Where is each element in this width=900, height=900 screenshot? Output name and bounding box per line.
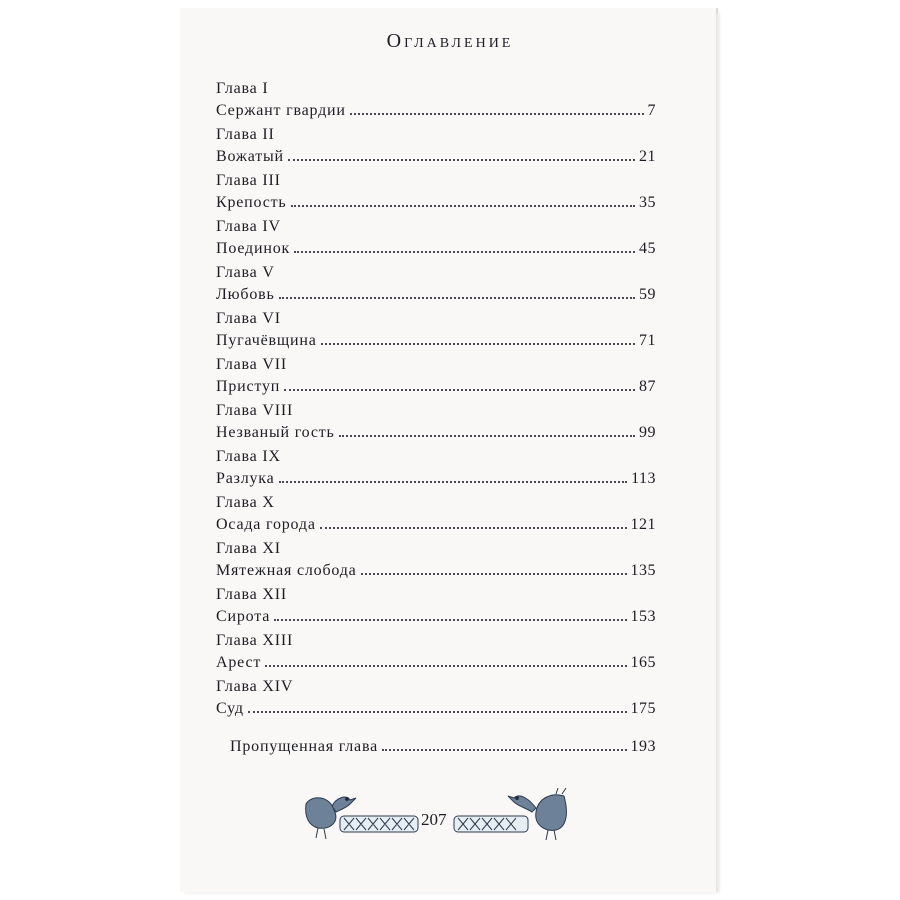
entry-title: Пугачёвщина: [216, 332, 317, 349]
dot-leader: [284, 388, 635, 391]
chapter-label: Глава VII: [216, 356, 287, 373]
entry-row: [216, 102, 656, 120]
entry-row: [216, 194, 656, 212]
chapter-label: Глава IV: [216, 218, 281, 235]
entry-title: Мятежная слобода: [216, 562, 357, 579]
entry-title: Суд: [216, 700, 244, 717]
toc-entry: [216, 632, 656, 678]
page-number: 121: [630, 516, 656, 533]
toc-entry-missing-chapter: [230, 738, 656, 756]
toc-entry: [216, 494, 656, 540]
page-number: 45: [639, 240, 656, 257]
chapter-label: Глава I: [216, 80, 269, 97]
left-bird-ornament-icon: [300, 786, 420, 846]
page-number: 193: [630, 738, 656, 755]
toc-entry: [216, 310, 656, 356]
entry-title: Осада города: [216, 516, 316, 533]
toc-entry: [216, 448, 656, 494]
page-edge: [716, 14, 720, 892]
entry-row: [216, 608, 656, 626]
chapter-label: Глава XIII: [216, 632, 294, 649]
entry-title: Разлука: [216, 470, 275, 487]
chapter-label: Глава II: [216, 126, 275, 143]
dot-leader: [320, 526, 627, 529]
dot-leader: [294, 250, 635, 253]
entry-title: Поединок: [216, 240, 291, 257]
chapter-label: Глава VI: [216, 310, 281, 327]
page-number: 135: [630, 562, 656, 579]
entry-title: Крепость: [216, 194, 287, 211]
chapter-label: Глава XI: [216, 540, 281, 557]
chapter-label: Глава IX: [216, 448, 281, 465]
toc-entry: [216, 586, 656, 632]
entry-row: [216, 148, 656, 166]
dot-leader: [248, 710, 627, 713]
page-number: 99: [639, 424, 656, 441]
toc-entry: [216, 172, 656, 218]
entry-row: [216, 240, 656, 258]
toc-entry: [216, 264, 656, 310]
entry-row: [216, 700, 656, 718]
right-bird-ornament-icon: [452, 786, 572, 846]
entry-title: Сирота: [216, 608, 271, 625]
dot-leader: [274, 618, 626, 621]
toc-entry: [216, 540, 656, 586]
chapter-label: Глава V: [216, 264, 275, 281]
toc-entry: [216, 356, 656, 402]
chapter-label: Глава VIII: [216, 402, 294, 419]
toc-entry: [216, 218, 656, 264]
chapter-label: Глава III: [216, 172, 281, 189]
page-number: 87: [639, 378, 656, 395]
dot-leader: [339, 434, 635, 437]
dot-leader: [350, 112, 644, 115]
dot-leader: [279, 480, 628, 483]
entry-title: Сержант гвардии: [216, 102, 346, 119]
page-number: 21: [639, 148, 656, 165]
chapter-label: Глава X: [216, 494, 275, 511]
entry-row: [216, 286, 656, 304]
page-number: 175: [630, 700, 656, 717]
toc-title: Оглавление: [386, 30, 514, 52]
toc-entry: [216, 80, 656, 126]
entry-row: [216, 332, 656, 350]
entry-row: [216, 470, 656, 488]
entry-title: Приступ: [216, 378, 281, 395]
toc-entry: [216, 126, 656, 172]
entry-row: [216, 516, 656, 534]
entry-row: [216, 562, 656, 580]
dot-leader: [382, 748, 626, 751]
chapter-label: Глава XII: [216, 586, 287, 603]
page-number: 35: [639, 194, 656, 211]
folio-ornament: [300, 786, 570, 846]
chapter-label: Глава XIV: [216, 678, 294, 695]
folio-page-number: 207: [421, 810, 447, 829]
page-number: 59: [639, 286, 656, 303]
dot-leader: [265, 664, 626, 667]
entry-row: [216, 378, 656, 396]
page-number: 153: [630, 608, 656, 625]
dot-leader: [291, 204, 635, 207]
page-number: 113: [631, 470, 656, 487]
page-number: 71: [639, 332, 656, 349]
dot-leader: [288, 158, 635, 161]
dot-leader: [279, 296, 635, 299]
entry-title: Незваный гость: [216, 424, 335, 441]
entry-title: Пропущенная глава: [230, 738, 379, 755]
entry-title: Арест: [216, 654, 262, 671]
page-number: 7: [647, 102, 656, 119]
entry-title: Вожатый: [216, 148, 284, 165]
dot-leader: [321, 342, 635, 345]
page-number: 165: [630, 654, 656, 671]
toc-entry: [216, 678, 656, 724]
entry-title: Любовь: [216, 286, 275, 303]
dot-leader: [361, 572, 627, 575]
entry-row: [216, 654, 656, 672]
entry-row: [216, 424, 656, 442]
toc-entry: [216, 402, 656, 448]
toc-list: [216, 80, 656, 724]
